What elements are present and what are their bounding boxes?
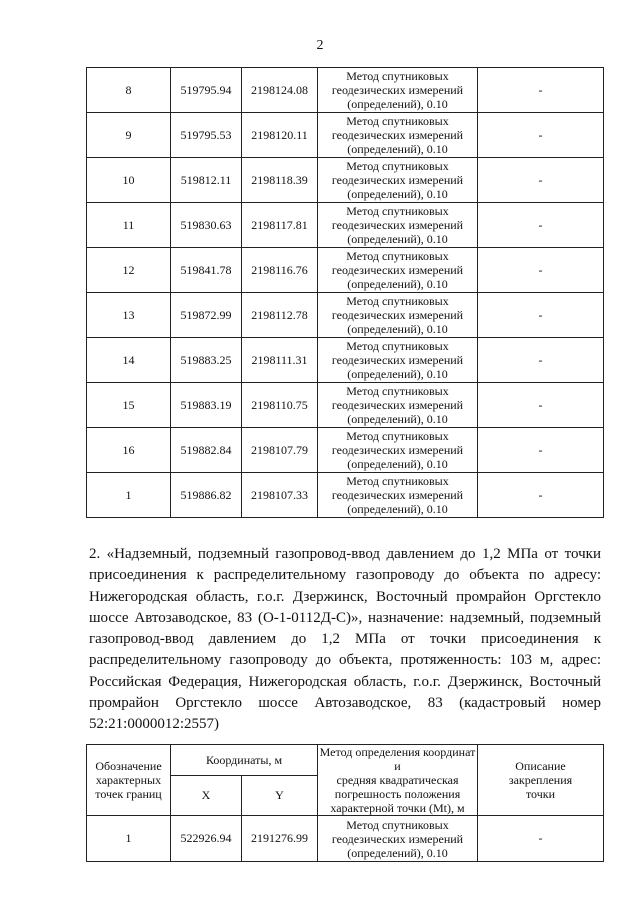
y-coordinate-cell: 2198111.31: [242, 338, 318, 383]
x-coordinate-cell: 519883.19: [171, 383, 242, 428]
object-description-paragraph: 2. «Надземный, подземный газопровод-ввод давлением до 1,2 МПа от точки присоединения к распределительному газопроводу до объекта по адресу: Нижегородская область, г.о.г. Дзержинск, Восточный промрайон Оргстекло шоссе Автозаводское, 83 (О-1-0112Д-С)», назначение: надземный, подземный газопровод-ввод давлением до 1,2 МПа от точки присоединения к распределительному газопроводу до объекта, протяженность: 103 м, адрес: Российская Федерация, Нижегородская область, г.о.г. Дзержинск, Восточный промрайон Оргстекло шоссе Автозаводское, 83 (кадастровый номер 52:21:0000012:2557): [89, 546, 601, 733]
x-coordinate-cell: 522926.94: [171, 816, 242, 862]
table-row: [87, 113, 604, 158]
header-y: Y: [242, 775, 318, 815]
point-cell: 11: [87, 203, 171, 248]
method-cell: Метод спутниковых геодезических измерений (определений), 0.10: [318, 203, 478, 248]
method-cell: Метод спутниковых геодезических измерений (определений), 0.10: [318, 68, 478, 113]
x-coordinate-cell: 519841.78: [171, 248, 242, 293]
description-cell: -: [478, 158, 604, 203]
method-cell: Метод спутниковых геодезических измерений (определений), 0.10: [318, 383, 478, 428]
coordinates-table-2: [86, 744, 604, 862]
method-cell: Метод спутниковых геодезических измерений (определений), 0.10: [318, 816, 478, 862]
x-coordinate-cell: 519795.53: [171, 113, 242, 158]
point-cell: 13: [87, 293, 171, 338]
table-row: [87, 383, 604, 428]
table-row: [87, 158, 604, 203]
description-cell: -: [478, 68, 604, 113]
y-coordinate-cell: 2198107.33: [242, 473, 318, 518]
description-cell: -: [478, 473, 604, 518]
y-coordinate-cell: 2198124.08: [242, 68, 318, 113]
point-cell: 1: [87, 473, 171, 518]
y-coordinate-cell: 2198112.78: [242, 293, 318, 338]
point-cell: 9: [87, 113, 171, 158]
point-cell: 10: [87, 158, 171, 203]
method-cell: Метод спутниковых геодезических измерений (определений), 0.10: [318, 248, 478, 293]
table-row: [87, 293, 604, 338]
y-coordinate-cell: 2198120.11: [242, 113, 318, 158]
table-row: [87, 428, 604, 473]
point-cell: 15: [87, 383, 171, 428]
x-coordinate-cell: 519812.11: [171, 158, 242, 203]
header-method: Метод определения координат и средняя квадратическая погрешность положения характерной точки (Mt), м: [318, 745, 478, 816]
page-number: 2: [316, 38, 324, 53]
x-coordinate-cell: 519795.94: [171, 68, 242, 113]
y-coordinate-cell: 2198110.75: [242, 383, 318, 428]
description-cell: -: [478, 383, 604, 428]
y-coordinate-cell: 2198107.79: [242, 428, 318, 473]
y-coordinate-cell: 2191276.99: [242, 816, 318, 862]
x-coordinate-cell: 519830.63: [171, 203, 242, 248]
coordinates-table-1: [86, 67, 604, 518]
y-coordinate-cell: 2198118.39: [242, 158, 318, 203]
point-cell: 16: [87, 428, 171, 473]
table-row: [87, 248, 604, 293]
table-row: [87, 68, 604, 113]
description-cell: -: [478, 203, 604, 248]
x-coordinate-cell: 519872.99: [171, 293, 242, 338]
method-cell: Метод спутниковых геодезических измерений (определений), 0.10: [318, 293, 478, 338]
method-cell: Метод спутниковых геодезических измерений (определений), 0.10: [318, 113, 478, 158]
y-coordinate-cell: 2198116.76: [242, 248, 318, 293]
point-cell: 14: [87, 338, 171, 383]
y-coordinate-cell: 2198117.81: [242, 203, 318, 248]
method-cell: Метод спутниковых геодезических измерений (определений), 0.10: [318, 473, 478, 518]
table-row: [87, 816, 604, 862]
table-row: [87, 473, 604, 518]
header-coordinates: Координаты, м: [171, 745, 318, 776]
x-coordinate-cell: 519883.25: [171, 338, 242, 383]
point-cell: 1: [87, 816, 171, 862]
description-cell: -: [478, 113, 604, 158]
x-coordinate-cell: 519886.82: [171, 473, 242, 518]
method-cell: Метод спутниковых геодезических измерений (определений), 0.10: [318, 338, 478, 383]
table-row: [87, 338, 604, 383]
description-cell: -: [478, 338, 604, 383]
header-x: X: [171, 775, 242, 815]
point-cell: 12: [87, 248, 171, 293]
x-coordinate-cell: 519882.84: [171, 428, 242, 473]
point-cell: 8: [87, 68, 171, 113]
method-cell: Метод спутниковых геодезических измерений (определений), 0.10: [318, 158, 478, 203]
coordinates-table-2-body: [87, 816, 604, 862]
table-row: [87, 203, 604, 248]
description-cell: -: [478, 248, 604, 293]
coordinates-table-1-body: [87, 68, 604, 518]
description-cell: -: [478, 293, 604, 338]
description-cell: -: [478, 816, 604, 862]
header-description: Описание закрепления точки: [478, 745, 604, 816]
method-cell: Метод спутниковых геодезических измерений (определений), 0.10: [318, 428, 478, 473]
description-cell: -: [478, 428, 604, 473]
header-point: Обозначение характерных точек границ: [87, 745, 171, 816]
